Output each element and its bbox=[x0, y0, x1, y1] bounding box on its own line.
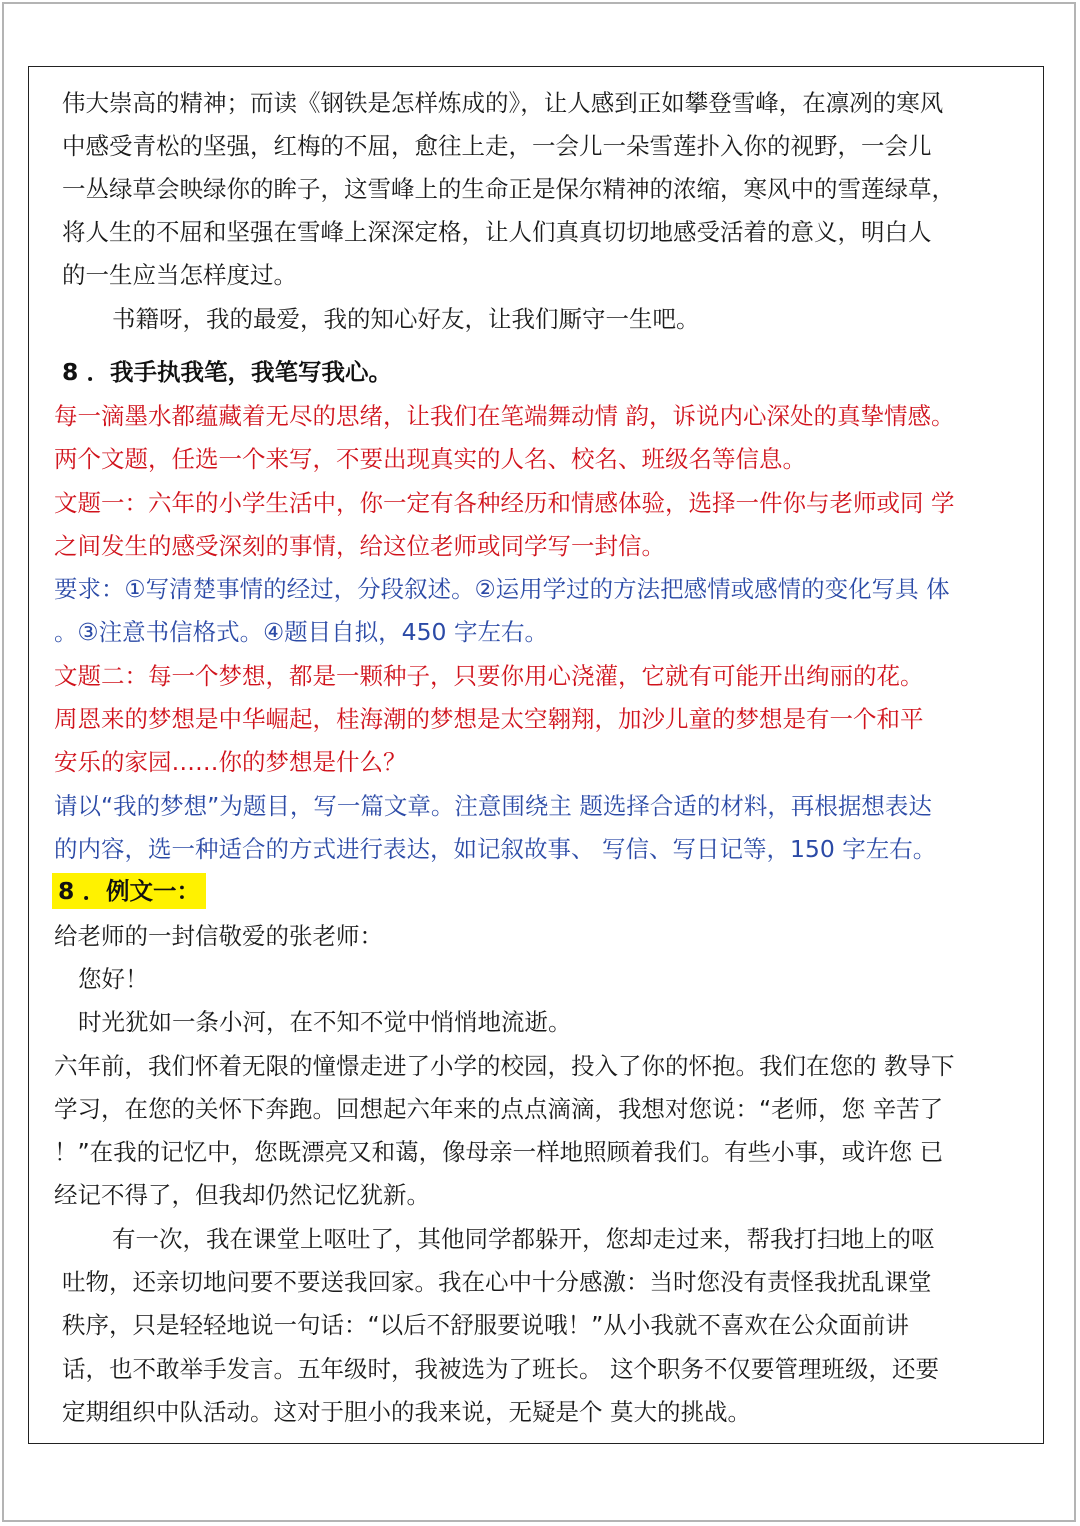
letter-line: 秩序，只是轻轻地说一句话：“以后不舒服要说哦！”从小我就不喜欢在公众面前讲 bbox=[62, 1311, 909, 1339]
requirement-line: 的内容，选一种适合的方式进行表达，如记叙故事、 写信、写日记等，150 字左右。 bbox=[54, 835, 937, 863]
essay-line: 中感受青松的坚强，红梅的不屈，愈往上走，一会儿一朵雪莲扑入你的视野，一会儿 bbox=[62, 132, 932, 160]
example-label bbox=[52, 876, 206, 906]
topic-one-line: 文题一：六年的小学生活中，你一定有各种经历和情感体验，选择一件你与老师或同 学 bbox=[54, 489, 955, 517]
prompt-intro-line: 两个文题，任选一个来写，不要出现真实的人名、校名、班级名等信息。 bbox=[54, 445, 806, 473]
essay-line: 的一生应当怎样度过。 bbox=[62, 261, 297, 289]
topic-one-line: 之间发生的感受深刻的事情，给这位老师或同学写一封信。 bbox=[54, 532, 665, 560]
requirement-line: 。③注意书信格式。④题目自拟，450 字左右。 bbox=[54, 618, 548, 646]
letter-greeting: 您好！ bbox=[78, 965, 149, 993]
prompt-intro-line: 每一滴墨水都蕴藏着无尽的思绪，让我们在笔端舞动情 韵，诉说内心深处的真挚情感。 bbox=[54, 402, 955, 430]
letter-line: 六年前，我们怀着无限的憧憬走进了小学的校园，投入了你的怀抱。我们在您的 教导下 bbox=[54, 1052, 955, 1080]
requirement-line: 请以“我的梦想”为题目，写一篇文章。注意围绕主 题选择合适的材料，再根据想表达 bbox=[54, 792, 932, 820]
topic-two-line: 周恩来的梦想是中华崛起，桂海潮的梦想是太空翱翔，加沙儿童的梦想是有一个和平 bbox=[54, 705, 924, 733]
letter-line: 吐物，还亲切地问要不要送我回家。我在心中十分感激：当时您没有责怪我扰乱课堂 bbox=[62, 1268, 932, 1296]
letter-title-line: 给老师的一封信敬爱的张老师： bbox=[54, 922, 383, 950]
essay-line: 伟大崇高的精神；而读《钢铁是怎样炼成的》，让人感到正如攀登雪峰，在凛冽的寒风 bbox=[62, 89, 944, 117]
example-label-highlight: 8 ．例文一： bbox=[52, 873, 206, 909]
letter-line: ！”在我的记忆中，您既漂亮又和蔼，像母亲一样地照顾着我们。有些小事，或许您 已 bbox=[54, 1138, 944, 1166]
letter-line: 学习，在您的关怀下奔跑。回想起六年来的点点滴滴，我想对您说：“老师，您 辛苦了 bbox=[54, 1095, 944, 1123]
essay-line: 将人生的不屈和坚强在雪峰上深深定格，让人们真真切切地感受活着的意义，明白人 bbox=[62, 218, 932, 246]
topic-two-line: 文题二：每一个梦想，都是一颗种子，只要你用心浇灌，它就有可能开出绚丽的花。 bbox=[54, 662, 924, 690]
requirement-line: 要求：①写清楚事情的经过，分段叙述。②运用学过的方法把感情或感情的变化写具 体 bbox=[54, 575, 950, 603]
letter-line: 经记不得了，但我却仍然记忆犹新。 bbox=[54, 1181, 430, 1209]
essay-line: 一丛绿草会映绿你的眸子，这雪峰上的生命正是保尔精神的浓缩，寒风中的雪莲绿草， bbox=[62, 175, 955, 203]
section-heading: 8 ．我手执我笔，我笔写我心。 bbox=[62, 358, 393, 386]
letter-line: 话，也不敢举手发言。五年级时，我被选为了班长。 这个职务不仅要管理班级，还要 bbox=[62, 1355, 939, 1383]
topic-two-line: 安乐的家园……你的梦想是什么？ bbox=[54, 748, 407, 776]
letter-line: 定期组织中队活动。这对于胆小的我来说，无疑是个 莫大的挑战。 bbox=[62, 1398, 751, 1426]
letter-line: 有一次，我在课堂上呕吐了，其他同学都躲开，您却走过来，帮我打扫地上的呕 bbox=[112, 1225, 935, 1253]
letter-opening: 时光犹如一条小河，在不知不觉中悄悄地流逝。 bbox=[78, 1008, 572, 1036]
essay-closing: 书籍呀，我的最爱，我的知心好友，让我们厮守一生吧。 bbox=[112, 305, 700, 333]
